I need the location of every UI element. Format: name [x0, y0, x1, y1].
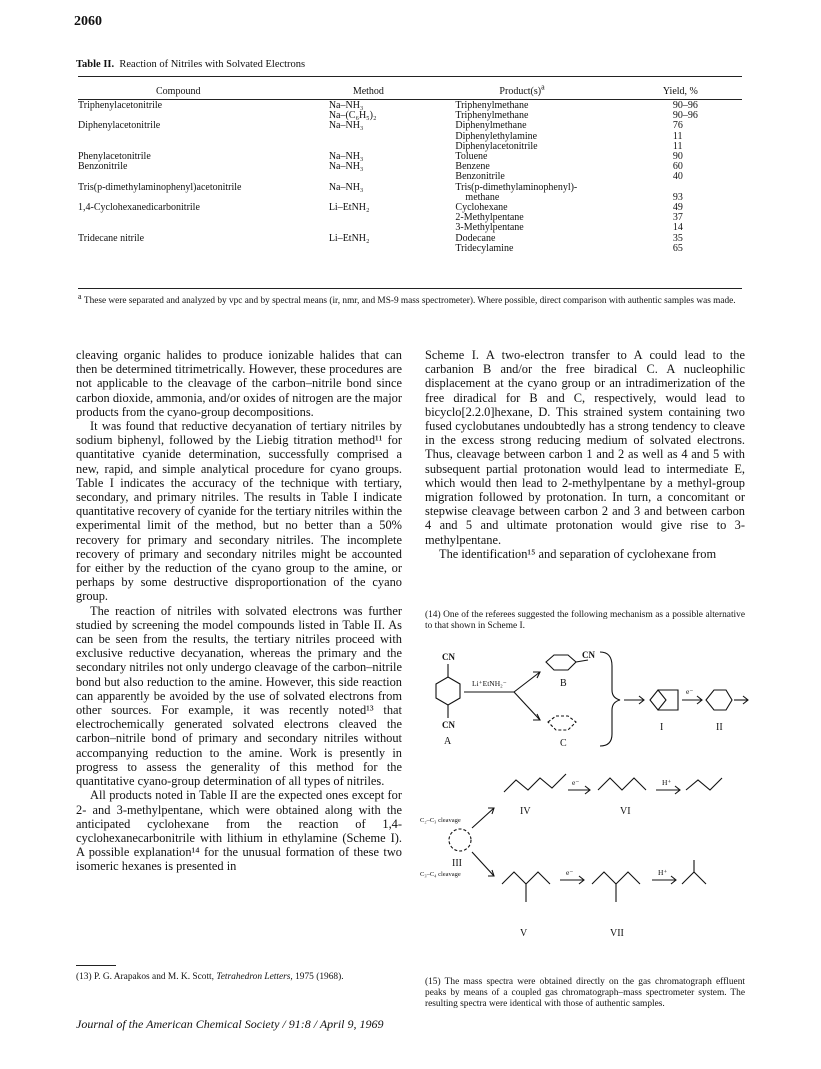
cell-product: Dodecane — [455, 232, 496, 244]
table-row — [78, 203, 742, 213]
left-column — [76, 348, 402, 874]
cell-yield: 90–96 — [672, 100, 698, 111]
table-row — [78, 121, 742, 131]
cell-product: Benzene — [455, 161, 490, 173]
cell-yield: 60 — [672, 161, 683, 173]
cell-method: Na–NH₃ — [328, 161, 364, 173]
cell-method: Na–NH₃ — [328, 120, 364, 132]
cell-product: Triphenylmethane — [455, 110, 529, 122]
label-IV: IV — [520, 806, 531, 817]
cell-product: Diphenylacetonitrile — [455, 140, 538, 152]
label-VII: VII — [610, 928, 624, 939]
table-footnote — [78, 291, 742, 307]
table-row — [78, 223, 742, 233]
paragraph: The reaction of nitriles with solvated electrons was further studied by screening the model compounds listed in Table II. As can be seen from the results, the tertiary nitriles proceed with exclusive reductive decyanation, whereas the primary and the secondary nitriles not only undergo cleavage of the carbon–nitrile bond but also reduction to the amine. However, this side reaction can apparently be avoided by the use of solvated electrons from other sources. For example, it was recently noted¹³ that electrochemically generated solvated electrons cleaved the carbon–nitrile bond of primary and secondary nitriles without accompanying reduction to the amine. Work is presently in progress to assess the generality of this method for the quantitative cyano-group determination of all types of nitriles. — [76, 603, 402, 789]
chain-VII — [592, 872, 640, 884]
cell-compound: Triphenylacetonitrile — [78, 100, 163, 111]
cell-product: Benzonitrile — [455, 171, 505, 183]
table-label: Table II. — [76, 59, 115, 70]
cell-yield: 65 — [672, 242, 683, 254]
cell-yield: 14 — [672, 222, 683, 234]
label-VI: VI — [620, 806, 631, 817]
label-A: A — [444, 736, 452, 747]
cyclohexane-ring-A — [436, 677, 460, 705]
chain-V — [502, 872, 550, 884]
table-bottom-rule — [78, 288, 742, 289]
cell-compound — [78, 213, 329, 223]
table-footnote-mark: a — [78, 291, 82, 301]
footnote-15: (15) The mass spectra were obtained directly on the gas chromatograph effluent peaks by means of a coupled gas chromatograph–mass spectrometer system. The resulting spectra were identical with those of authentic samples. — [425, 977, 745, 1009]
table-row — [78, 101, 742, 111]
table-top-rule — [78, 76, 742, 77]
cell-method: Li–EtNH₂ — [328, 202, 370, 214]
table-header-row — [78, 85, 742, 101]
table-footnote-text: These were separated and analyzed by vpc and by spectral means (ir, nmr, and MS-9 mass spectrometer). Where possible, direct comparison with authentic samples was made. — [83, 296, 736, 306]
cn-label-top: CN — [442, 652, 455, 662]
cell-product: 3-Methylpentane — [455, 222, 524, 234]
cell-product: Tridecylamine — [455, 242, 514, 254]
table-row — [78, 244, 742, 254]
cell-yield: 37 — [672, 212, 683, 224]
table-row — [78, 183, 742, 193]
table-row — [78, 234, 742, 244]
page-number: 2060 — [74, 14, 102, 29]
cleavage-label-c2c3: C₂–C₃ cleavage — [420, 817, 461, 824]
product-3-methylpentane — [682, 872, 706, 884]
product-2-methylpentane — [686, 778, 722, 790]
cell-compound — [78, 244, 329, 254]
chain-VI — [598, 778, 646, 790]
cell-compound: Diphenylacetonitrile — [78, 120, 161, 132]
cell-compound: Tridecane nitrile — [78, 232, 145, 244]
label-II: II — [716, 722, 723, 733]
structure-III — [449, 829, 471, 851]
cell-yield: 11 — [672, 130, 683, 142]
table-caption — [76, 59, 305, 70]
h-plus-label: H⁺ — [662, 778, 672, 787]
cell-product: Toluene — [455, 151, 488, 163]
cell-yield — [629, 183, 742, 193]
footnote-13 — [76, 972, 402, 983]
paragraph: cleaving organic halides to produce ionizable halides that can then be determined titrimetrically. However, these procedures are not applicable to the cleavage of the carbon–nitrile bond since carbon dioxide, ammonia, and/or oxides of nitrogen are the major products from the cyano-group decompositions. — [76, 348, 402, 419]
cell-method — [329, 244, 456, 254]
cell-compound: 1,4-Cyclohexanedicarbonitrile — [78, 202, 200, 214]
table-row — [78, 162, 742, 172]
paragraph: The identification¹⁵ and separation of cyclohexane from — [439, 546, 717, 561]
label-V: V — [520, 928, 528, 939]
footnote-13-journal: Tetrahedron Letters, — [216, 972, 293, 982]
cell-method: Li–EtNH₂ — [328, 232, 370, 244]
reagent-label: Li⁺EtNH₂⁻ — [472, 679, 507, 688]
arrow-to-B — [514, 672, 540, 692]
footnote-rule — [76, 965, 116, 966]
cell-product: 2-Methylpentane — [455, 212, 524, 224]
e-minus-label: e⁻ — [572, 778, 580, 787]
e-minus-label: e⁻ — [686, 687, 694, 696]
cell-yield: 76 — [672, 120, 683, 132]
cell-compound: Benzonitrile — [78, 161, 128, 173]
cell-method: Na–(C₆H₅)₂ — [328, 110, 377, 122]
header-yield: Yield, % — [662, 85, 698, 97]
cell-product: Cyclohexane — [455, 202, 508, 214]
cell-method — [329, 213, 456, 223]
bicyclohexane-I — [650, 690, 678, 710]
cell-yield: 90 — [672, 151, 683, 163]
paragraph: Scheme I. A two-electron transfer to A could lead to the carbanion B and/or the free biradical C. A nucleophilic displacement at the cyano group or an intradimerization of the free diradical for B and C, respectively, would lead to bicyclo[2.2.0]hexane, D. This strained system containing two fused cyclobutanes undoubtedly has a strong tendency to cleave in the excess strong reducing medium of solvated electrons. Thus, cleavage between carbon 1 and 2 as well as 4 and 5 with subsequent partial protonation would lead to intermediate E, which would then lead to 2-methylpentane by a methyl-group migration followed by protonation. In turn, a concomitant or stepwise cleavage between carbon 2 and 3 and between carbon 4 and 5 and ultimate protonation would give rise to 3-methylpentane. — [425, 348, 745, 547]
cell-method: Na–NH₃ — [328, 181, 364, 193]
cell-method: Na–NH₃ — [328, 100, 364, 111]
header-products-label: Product(s) — [499, 85, 542, 97]
table-ii — [78, 82, 742, 254]
cell-product: Diphenylmethane — [455, 120, 527, 132]
header-products — [455, 82, 628, 101]
header-products-mark: a — [541, 82, 545, 92]
e-minus-label: e⁻ — [566, 868, 574, 877]
footnote-13-authors: (13) P. G. Arapakos and M. K. Scott, — [76, 972, 217, 982]
scheme-diagram — [420, 640, 750, 980]
cell-product: methane — [455, 191, 500, 203]
cell-yield: 35 — [672, 232, 683, 244]
cell-method: Na–NH₃ — [328, 151, 364, 163]
table-row — [78, 142, 742, 152]
cn-label-B: CN — [582, 650, 595, 660]
cell-compound: Tris(p-dimethylaminophenyl)acetonitrile — [78, 181, 242, 193]
cell-yield: 90–96 — [672, 110, 698, 122]
cell-compound: Phenylacetonitrile — [78, 151, 151, 163]
table-row — [78, 152, 742, 162]
journal-footer: Journal of the American Chemical Society / 91:8 / April 9, 1969 — [76, 1017, 384, 1031]
table-body — [78, 101, 742, 254]
footnote-13-year: 1975 (1968). — [292, 972, 344, 982]
ring-C — [548, 716, 576, 730]
h-plus-label: H⁺ — [658, 868, 668, 877]
right-column — [425, 348, 745, 561]
cell-product: Tris(p-dimethylaminophenyl)- — [455, 181, 578, 193]
cell-yield: 49 — [672, 202, 683, 214]
label-I: I — [660, 722, 664, 733]
chain-IV — [504, 774, 566, 792]
paragraph: All products noted in Table II are the expected ones except for 2- and 3-methylpentane, which were obtained along with the anticipated cyclohexane from the reaction of 1,4-cyclohexanecarbonitrile with lithium in ethylamine (Scheme I). A possible explanation¹⁴ for the unusual formation of these two isomeric hexanes is presented in — [76, 788, 402, 874]
table-row — [78, 213, 742, 223]
header-method: Method — [352, 85, 384, 97]
cn-label-bottom: CN — [442, 720, 455, 730]
table-title: Reaction of Nitriles with Solvated Electrons — [119, 59, 306, 70]
structure-II — [706, 690, 732, 710]
cell-yield: 11 — [672, 140, 683, 152]
header-compound: Compound — [156, 85, 201, 97]
cell-method — [329, 132, 456, 142]
paragraph: It was found that reductive decyanation of tertiary nitriles by sodium biphenyl, followed by the Liebig titration method¹¹ for quantitative cyanide determination, successfully comprised a new, rapid, and simple analytical procedure for cyano groups. Table I indicates the accuracy of the technique with tertiary, secondary, and primary nitriles. The results in Table I indicate quantitative recovery of cyanide for the tertiary nitriles within the experimental limit of the method, but no better than a 50% recovery for primary and secondary nitriles. The incomplete recovery of primary and secondary nitriles might be accounted for either by the reduction of the cyano group to the amine, or perhaps by some destructive disproportionation of the cyano group. — [76, 419, 402, 604]
cell-yield: 40 — [672, 171, 683, 183]
cell-yield: 93 — [672, 191, 683, 203]
cell-product: Diphenylethylamine — [455, 130, 538, 142]
label-III: III — [452, 858, 462, 869]
scheme-brace — [600, 652, 620, 746]
cell-compound — [78, 132, 329, 142]
table-row — [78, 132, 742, 142]
arrow-to-C — [514, 692, 540, 720]
footnote-14: (14) One of the referees suggested the following mechanism as a possible alternative to that shown in Scheme I. — [425, 610, 745, 631]
label-C: C — [560, 738, 567, 749]
label-B: B — [560, 678, 567, 689]
cleavage-label-c3c4: C₃–C₄ cleavage — [420, 871, 461, 878]
ring-B — [546, 655, 576, 670]
cell-product: Triphenylmethane — [455, 100, 529, 111]
table-row — [78, 111, 742, 121]
